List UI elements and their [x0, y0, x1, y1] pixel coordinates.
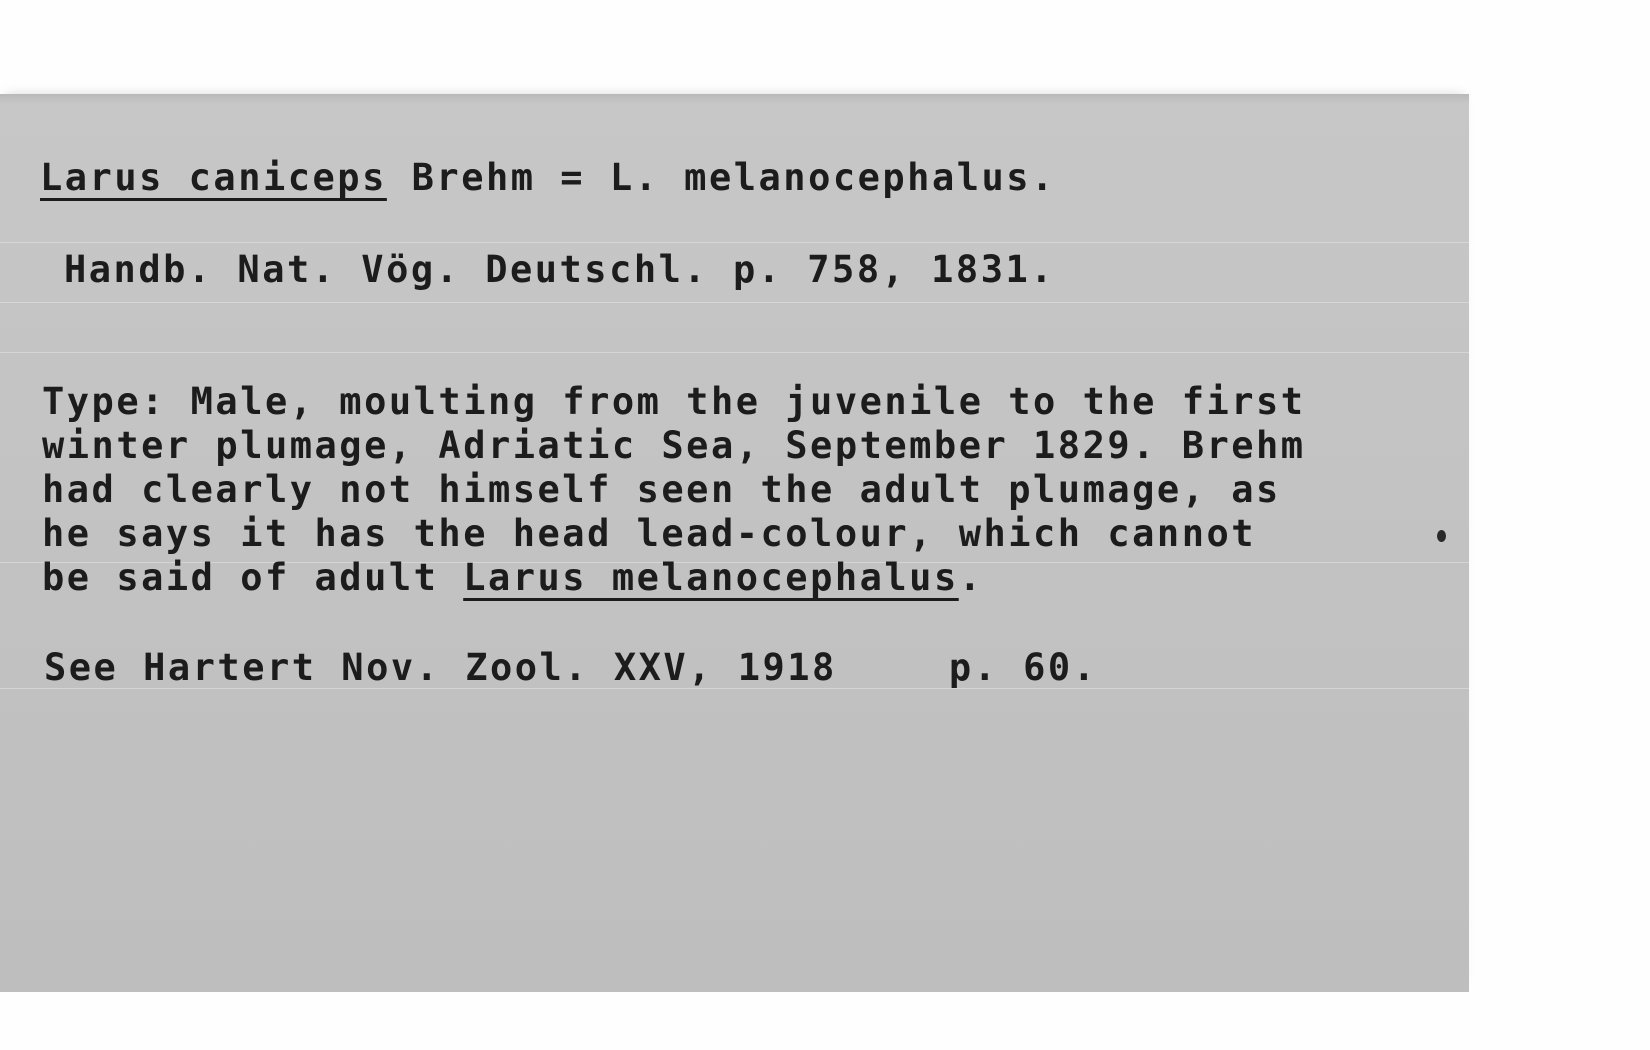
scan-artifact	[0, 352, 1469, 353]
citation: Handb. Nat. Vög. Deutschl. p. 758, 1831.	[64, 248, 1056, 291]
type-note-line: Type: Male, moulting from the juvenile to the first	[42, 380, 1306, 423]
scan-artifact	[0, 242, 1469, 243]
reference-page: p. 60.	[948, 646, 1098, 689]
species-name: Larus melanocephalus	[463, 556, 959, 599]
punch-mark	[1437, 530, 1446, 542]
type-note	[42, 380, 1306, 600]
type-note-line: had clearly not himself seen the adult plumage, as	[42, 468, 1281, 511]
scan-artifact	[0, 302, 1469, 303]
type-note-suffix: .	[958, 556, 984, 599]
type-note-line: he says it has the head lead-colour, which cannot	[42, 512, 1257, 555]
type-note-line: winter plumage, Adriatic Sea, September 1829. Brehm	[42, 424, 1306, 467]
reference-line	[44, 646, 1097, 690]
card-heading	[40, 156, 1056, 200]
synonym-note: Brehm = L. melanocephalus.	[386, 156, 1056, 199]
taxon-name: Larus caniceps	[40, 156, 387, 199]
type-note-line	[42, 556, 1306, 600]
reference-text: See Hartert Nov. Zool. XXV, 1918	[44, 646, 837, 689]
index-card	[0, 94, 1469, 992]
type-note-prefix: be said of adult	[42, 556, 464, 599]
